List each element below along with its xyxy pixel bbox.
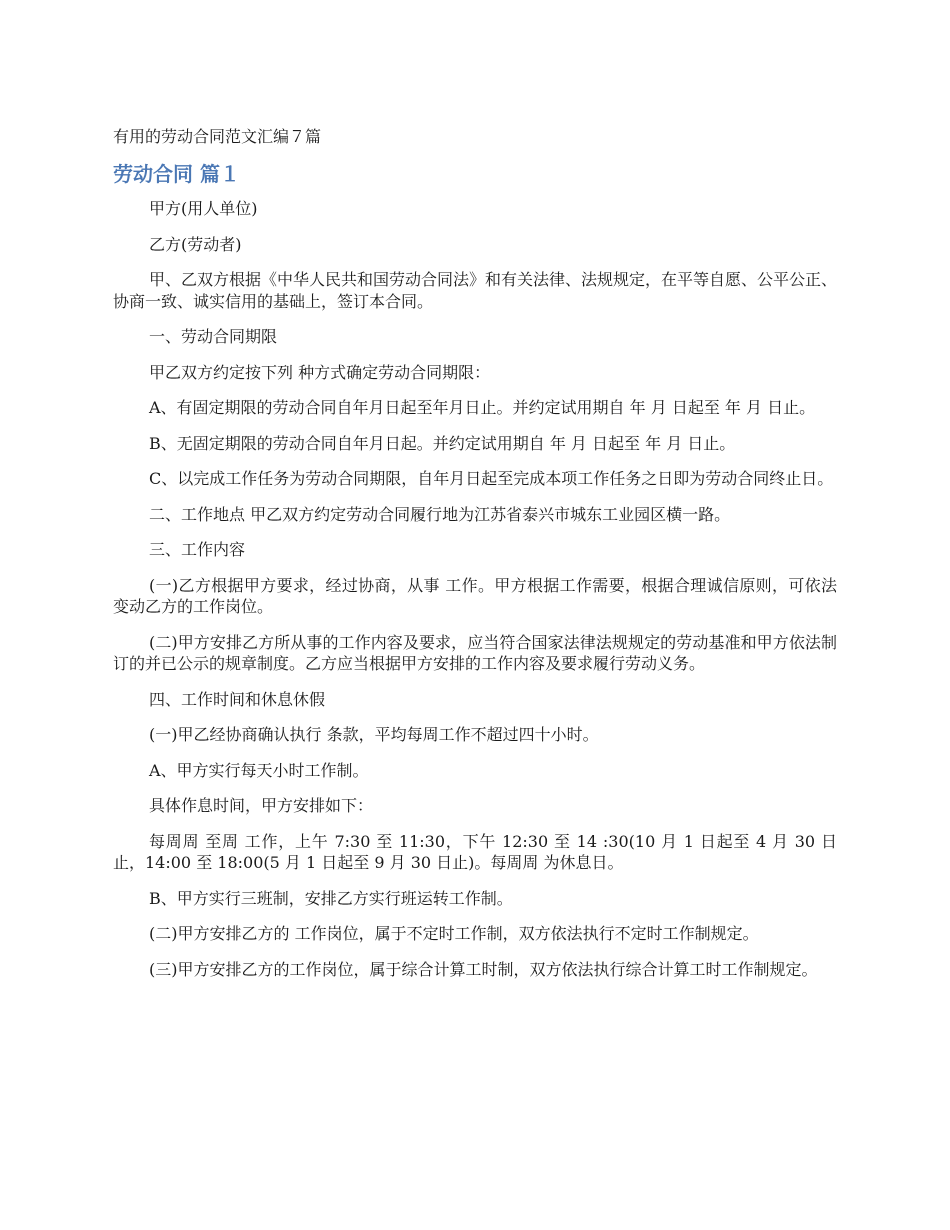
- paragraph-term-a: A、有固定期限的劳动合同自年月日起至年月日止。并约定试用期自 年 月 日起至 年 月 日止。: [149, 398, 816, 417]
- paragraph-term-heading: 一、劳动合同期限: [149, 327, 278, 346]
- paragraph-term-b: B、无固定期限的劳动合同自年月日起。并约定试用期自 年 月 日起至 年 月 日止。: [149, 433, 736, 453]
- document-title: 有用的劳动合同范文汇编７篇: [113, 127, 322, 146]
- paragraph-hours-b: B、甲方实行三班制，安排乙方实行班运转工作制。: [149, 888, 513, 908]
- paragraph-party-b: 乙方(劳动者): [149, 234, 242, 254]
- paragraph-schedule-intro: 具体作息时间，甲方安排如下：: [149, 796, 374, 815]
- paragraph-party-a: 甲方(用人单位): [149, 199, 258, 218]
- document-page: [113, 124, 837, 994]
- paragraph-term-method: 甲乙双方约定按下列 种方式确定劳动合同期限：: [149, 362, 491, 382]
- section-heading: 劳动合同 篇１: [113, 162, 240, 186]
- paragraph-workplace: 二、工作地点 甲乙双方约定劳动合同履行地为江苏省泰兴市城东工业园区横一路。: [149, 504, 731, 524]
- paragraph-schedule: 每周周 至周 工作，上午 7:30 至 11:30，下午 12:30 至 14 :30(10 月 1 日起至 4 月 30 日止，14:00 至 18:00(5 月 1 日起至 9 月 30 日止)。每周周 为休息日。: [113, 831, 837, 872]
- paragraph-term-c: C、以完成工作任务为劳动合同期限，自年月日起至完成本项工作任务之日即为劳动合同终止日。: [149, 469, 834, 488]
- paragraph-work-content-heading: 三、工作内容: [149, 540, 246, 559]
- paragraph-work-content-2: (二)甲方安排乙方所从事的工作内容及要求，应当符合国家法律法规规定的劳动基准和甲方依法制订的并已公示的规章制度。乙方应当根据甲方安排的工作内容及要求履行劳动义务。: [113, 632, 837, 673]
- paragraph-hours-heading: 四、工作时间和休息休假: [149, 689, 326, 709]
- paragraph-hours-a: A、甲方实行每天小时工作制。: [149, 760, 369, 780]
- paragraph-preamble: 甲、乙双方根据《中华人民共和国劳动合同法》和有关法律、法规规定，在平等自愿、公平公正、协商一致、诚实信用的基础上，签订本合同。: [113, 270, 838, 311]
- paragraph-work-content-1: (一)乙方根据甲方要求，经过协商，从事 工作。甲方根据工作需要，根据合理诚信原则，可依法变动乙方的工作岗位。: [113, 575, 837, 616]
- paragraph-hours-1: (一)甲乙经协商确认执行 条款，平均每周工作不超过四十小时。: [149, 725, 599, 744]
- paragraph-hours-2: (二)甲方安排乙方的 工作岗位，属于不定时工作制，双方依法执行不定时工作制规定。: [149, 924, 759, 943]
- paragraph-hours-3: (三)甲方安排乙方的工作岗位，属于综合计算工时制，双方依法执行综合计算工时工作制规定。: [149, 959, 818, 979]
